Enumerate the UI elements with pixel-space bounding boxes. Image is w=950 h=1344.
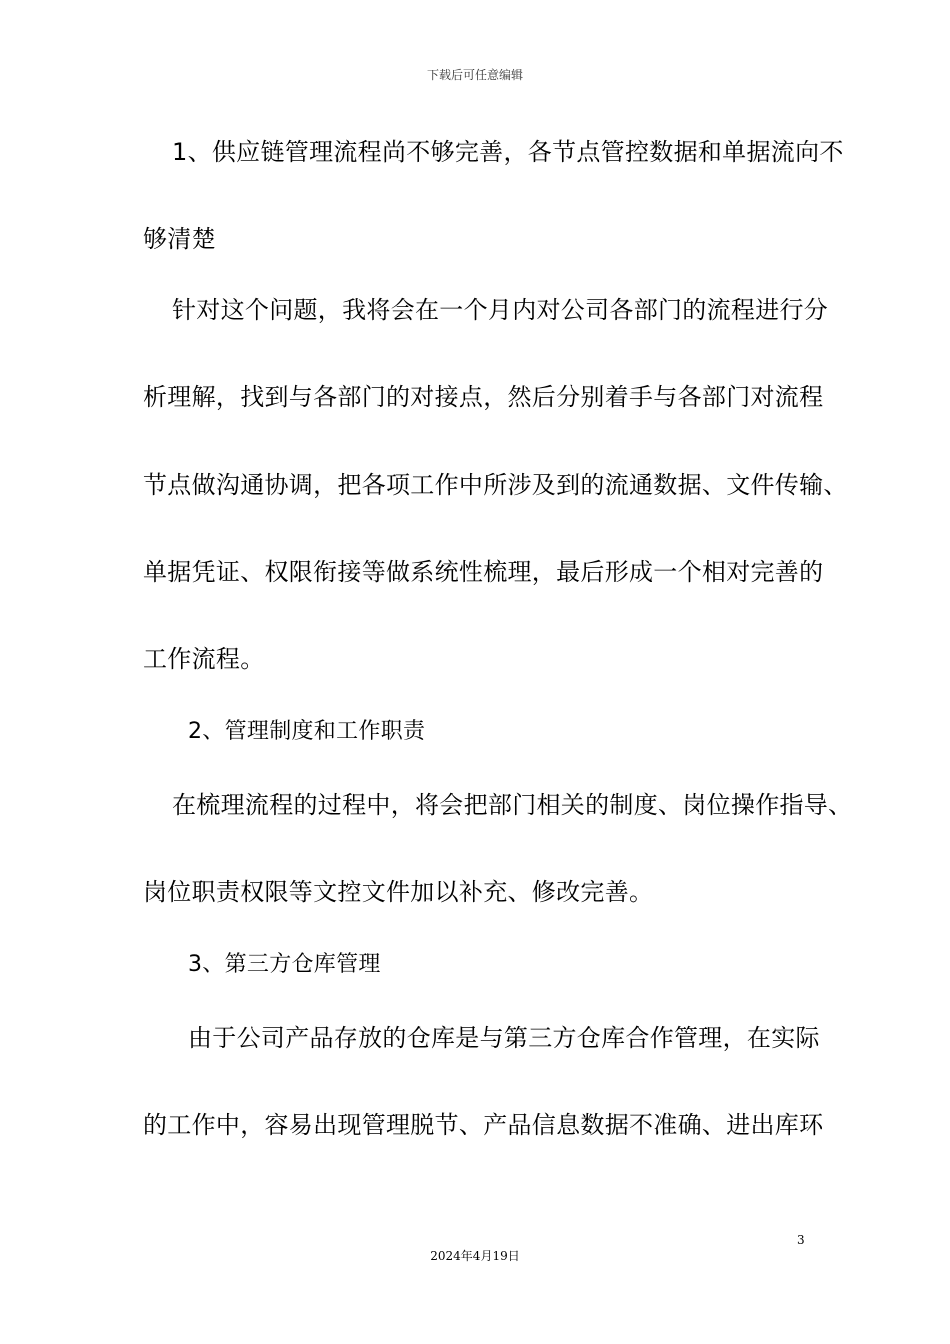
page-header: 下载后可任意编辑 xyxy=(426,68,523,82)
page-footer-date: 2024年4月19日 xyxy=(430,1249,520,1263)
paragraph-line: 岗位职责权限等文控文件加以补充、修改完善。 xyxy=(143,878,654,906)
paragraph-line: 单据凭证、权限衔接等做系统性梳理，最后形成一个相对完善的 xyxy=(143,558,824,586)
section-heading: 2、管理制度和工作职责 xyxy=(188,719,426,744)
paragraph-line: 在梳理流程的过程中，将会把部门相关的制度、岗位操作指导、 xyxy=(172,791,853,819)
paragraph-line: 的工作中，容易出现管理脱节、产品信息数据不准确、进出库环 xyxy=(143,1111,824,1139)
paragraph-line: 工作流程。 xyxy=(143,645,265,673)
paragraph-line: 够清楚 xyxy=(143,225,216,253)
paragraph-line: 析理解，找到与各部门的对接点，然后分别着手与各部门对流程 xyxy=(143,383,824,411)
paragraph-line: 1、供应链管理流程尚不够完善，各节点管控数据和单据流向不 xyxy=(172,138,844,166)
section-heading: 3、第三方仓库管理 xyxy=(188,952,381,977)
paragraph-line: 由于公司产品存放的仓库是与第三方仓库合作管理，在实际 xyxy=(188,1024,820,1052)
paragraph-line: 针对这个问题，我将会在一个月内对公司各部门的流程进行分 xyxy=(172,296,829,324)
page-number: 3 xyxy=(797,1233,805,1247)
paragraph-line: 节点做沟通协调，把各项工作中所涉及到的流通数据、文件传输、 xyxy=(143,471,848,499)
